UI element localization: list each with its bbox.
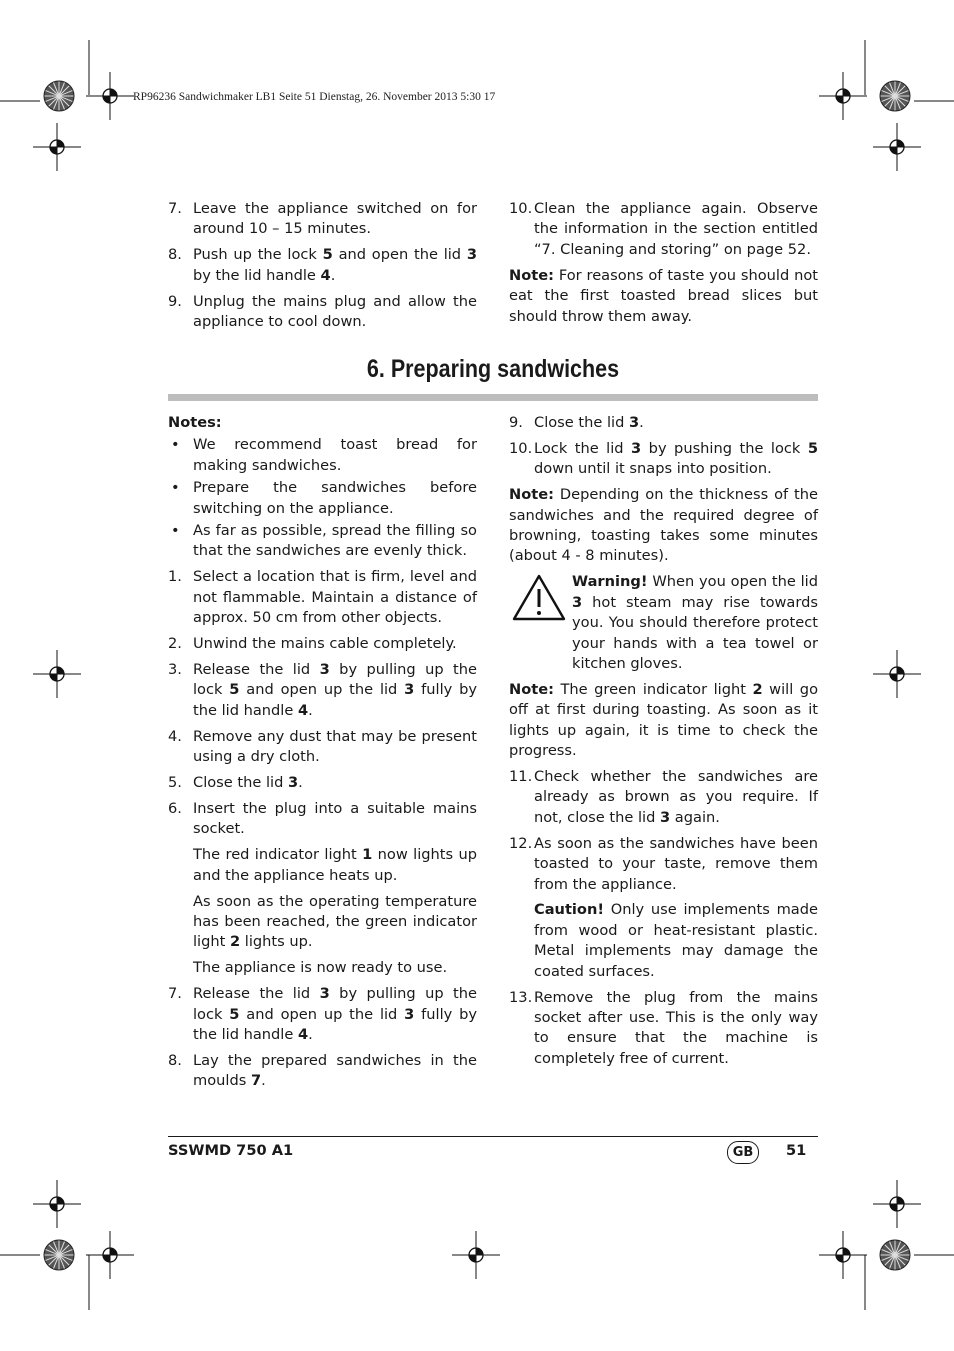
left-column [168, 413, 477, 1097]
item-text: . [639, 414, 644, 431]
item-text: down until it snaps into position. [534, 460, 772, 478]
list-item [509, 834, 818, 895]
item-text: Remove any dust that may be present using a dry cloth. [193, 727, 477, 766]
part-number: 4 [297, 1025, 309, 1043]
item-text: Unplug the mains plug and allow the appliance to cool down. [193, 292, 477, 331]
step-subparagraph [168, 892, 477, 953]
footer-rule [168, 1136, 818, 1137]
part-number: 3 [660, 808, 671, 826]
part-number: 4 [320, 266, 331, 284]
item-text: The red indicator light [193, 846, 363, 864]
item-text: Clean the appliance again. Observe the information in the section entitled “7. Cleaning and storing” on page 52. [534, 200, 818, 258]
item-text: fully by the lid handle [193, 681, 478, 719]
part-number: 5 [229, 1005, 240, 1023]
item-text: Select a location that is firm, level and not flammable. Maintain a distance of approx. 50 cm from other objects. [193, 568, 477, 627]
item-text: and open the lid [332, 246, 467, 264]
list-item [168, 292, 477, 333]
item-number: 7. [168, 200, 182, 217]
part-number: 7 [250, 1072, 262, 1090]
list-item [168, 727, 477, 768]
item-text: Close the lid [193, 774, 288, 791]
item-text: . [298, 774, 303, 791]
list-item [509, 199, 818, 260]
item-number: 9. [168, 292, 182, 310]
item-text: Push up the lock [193, 246, 323, 264]
item-text: Release the lid [193, 985, 320, 1003]
note-text: will go off at first during toasting. As soon as it lights up again, it is time to check the progress. [509, 680, 818, 760]
page-number: 51 [786, 1142, 807, 1159]
item-number: 12. [509, 834, 533, 852]
list-item [168, 984, 477, 1045]
note-label: Note: [509, 680, 554, 698]
part-number: 3 [404, 1005, 415, 1023]
bullet-item [168, 521, 477, 562]
part-number: 3 [319, 660, 330, 678]
print-slug-line: RP96236 Sandwichmaker LB1 Seite 51 Dienstag, 26. November 2013 5:30 17 [133, 91, 496, 103]
item-text: by pushing the lock [641, 439, 808, 457]
step-subparagraph: The appliance is now ready to use. [193, 959, 448, 977]
right-column [509, 413, 818, 1075]
part-number: 3 [572, 593, 583, 611]
item-number: 4. [168, 727, 182, 745]
list-item [509, 988, 818, 1070]
item-number: 5. [168, 774, 182, 791]
caution-text: Only use implements made from wood or heat-resistant plastic. Metal implements may damage the coated surfaces. [534, 901, 818, 980]
note-paragraph [509, 680, 818, 762]
list-item [168, 634, 477, 654]
item-text: fully by the lid handle [193, 1005, 478, 1043]
item-text: and open up the lid [239, 681, 405, 699]
item-text: Unwind the mains cable completely. [193, 635, 457, 653]
item-text: As soon as the operating temperature has been reached, the green indicator light [193, 892, 477, 951]
note-label: Note: [509, 266, 554, 284]
item-text: . [308, 701, 313, 719]
item-text: As soon as the sandwiches have been toasted to your taste, remove them from the appliance. [534, 834, 818, 893]
part-number: 5 [229, 681, 240, 699]
warning-text: hot steam may rise towards you. You should therefore protect your hands with a tea towel or kitchen gloves. [572, 593, 818, 672]
note-paragraph [509, 266, 818, 327]
part-number: 2 [752, 680, 763, 698]
list-item [168, 199, 477, 240]
caution-label: Caution! [534, 901, 604, 919]
list-item [168, 567, 477, 628]
item-text: Insert the plug into a suitable mains socket. [193, 799, 477, 838]
list-item [509, 439, 818, 480]
item-number: 3. [168, 660, 182, 678]
item-text: Lock the lid [534, 439, 632, 457]
item-number: 6. [168, 799, 182, 817]
warning-block [509, 572, 818, 674]
bullet-text: Prepare the sandwiches before switching on the appliance. [193, 479, 477, 517]
list-item [168, 773, 477, 793]
note-label: Note: [509, 486, 554, 504]
part-number: 3 [319, 985, 330, 1003]
part-number: 3 [288, 774, 299, 791]
item-text: Remove the plug from the mains socket after use. This is the only way to ensure that the machine is completely free of current. [534, 988, 818, 1067]
warning-text: When you open the lid [647, 573, 818, 591]
part-number: 5 [322, 246, 333, 264]
item-text: Lay the prepared sandwiches in the moulds [193, 1051, 477, 1090]
item-text: . [330, 266, 336, 284]
top-left-column [168, 199, 477, 338]
step-subparagraph [168, 845, 477, 886]
bullet-text: As far as possible, spread the filling so that the sandwiches are evenly thick. [193, 522, 477, 560]
part-number: 4 [297, 701, 309, 719]
item-text: Close the lid [534, 414, 629, 431]
bullet-text: We recommend toast bread for making sandwiches. [193, 436, 477, 474]
list-item [168, 1051, 477, 1092]
item-number: 7. [168, 985, 182, 1003]
item-number: 11. [509, 768, 533, 785]
item-number: 10. [509, 439, 533, 457]
list-item [168, 660, 477, 721]
item-text: by pulling up the lock [193, 985, 477, 1023]
bullet-item [168, 435, 477, 476]
part-number: 3 [631, 439, 642, 457]
list-item [168, 799, 477, 840]
item-text: Release the lid [193, 660, 320, 678]
bullet-dot: • [171, 479, 180, 497]
list-item [509, 413, 818, 433]
section-title: 6. Preparing sandwiches [366, 355, 620, 383]
part-number: 3 [629, 414, 640, 431]
item-text: and open up the lid [239, 1005, 405, 1023]
bullet-dot: • [171, 522, 180, 540]
item-text: Check whether the sandwiches are already as brown as you require. If not, close the lid [534, 768, 818, 826]
item-number: 10. [509, 200, 533, 217]
item-text: by the lid handle [193, 266, 321, 284]
top-right-column [509, 199, 818, 332]
part-number: 3 [466, 246, 477, 264]
list-item [509, 767, 818, 828]
item-text: again. [670, 808, 720, 826]
language-badge: GB [727, 1141, 759, 1164]
note-text: Depending on the thickness of the sandwiches and the required degree of browning, toasting takes some minutes (about 4 - 8 minutes). [509, 486, 818, 565]
bullet-item [168, 478, 477, 519]
item-number: 2. [168, 635, 182, 653]
title-underline-bar [168, 394, 818, 401]
item-number: 13. [509, 988, 533, 1006]
item-number: 1. [168, 568, 182, 586]
part-number: 1 [362, 846, 373, 864]
item-text: Leave the appliance switched on for around 10 – 15 minutes. [193, 200, 477, 238]
item-text: . [261, 1072, 266, 1090]
part-number: 5 [807, 439, 818, 457]
part-number: 2 [229, 933, 241, 951]
warning-triangle-icon [511, 573, 567, 623]
note-text: The green indicator light [553, 680, 753, 698]
note-paragraph [509, 485, 818, 567]
footer-model-number: SSWMD 750 A1 [168, 1142, 294, 1159]
part-number: 3 [404, 681, 415, 699]
warning-label: Warning! [572, 573, 648, 591]
item-text: by pulling up the lock [193, 660, 477, 699]
item-text: lights up. [240, 933, 313, 951]
note-text: For reasons of taste you should not eat the first toasted bread slices but should throw them away. [509, 266, 818, 325]
item-text: . [308, 1025, 313, 1043]
bullet-dot: • [171, 436, 180, 454]
notes-heading: Notes: [168, 414, 222, 431]
item-number: 9. [509, 414, 523, 431]
item-number: 8. [168, 246, 182, 264]
caution-paragraph [509, 900, 818, 982]
item-text: now lights up and the appliance heats up. [193, 846, 477, 884]
item-number: 8. [168, 1051, 182, 1069]
list-item [168, 245, 477, 286]
